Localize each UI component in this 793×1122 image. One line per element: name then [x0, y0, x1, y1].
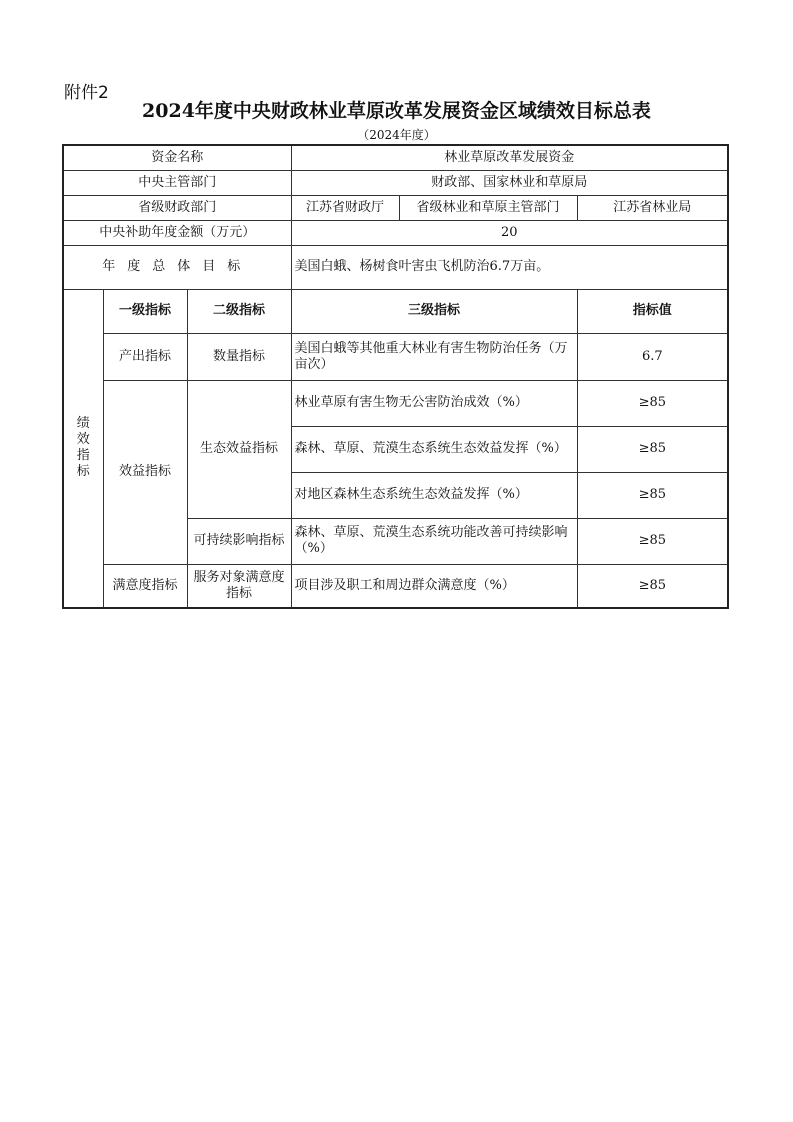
provincial-forestry-value: 江苏省林业局 — [577, 195, 728, 220]
eco-item-value: ≥85 — [577, 472, 728, 518]
output-value: 6.7 — [577, 333, 728, 380]
eco-item-level3: 林业草原有害生物无公害防治成效（%） — [291, 380, 577, 426]
table-row — [63, 170, 728, 195]
provincial-forestry-label: 省级林业和草原主管部门 — [399, 195, 577, 220]
attachment-label: 附件2 — [64, 83, 109, 103]
header-level1: 一级指标 — [103, 289, 187, 333]
sustain-level3: 森林、草原、荒漠生态系统功能改善可持续影响（%） — [291, 518, 577, 564]
subsidy-value: 20 — [291, 220, 728, 245]
satisfaction-level3: 项目涉及职工和周边群众满意度（%） — [291, 564, 577, 608]
subsidy-label: 中央补助年度金额（万元） — [63, 220, 291, 245]
table-row — [63, 145, 728, 170]
annual-goal-label: 年度总体目标 — [63, 245, 291, 289]
satisfaction-value: ≥85 — [577, 564, 728, 608]
section-label-performance — [63, 289, 103, 608]
table-row — [63, 380, 728, 426]
sustain-level2: 可持续影响指标 — [187, 518, 291, 564]
performance-target-table — [62, 144, 729, 609]
central-dept-label: 中央主管部门 — [63, 170, 291, 195]
table-row — [63, 245, 728, 289]
eco-item-value: ≥85 — [577, 426, 728, 472]
satisfaction-level2: 服务对象满意度指标 — [187, 564, 291, 608]
eco-level2: 生态效益指标 — [187, 380, 291, 518]
table-row — [63, 564, 728, 608]
table-row — [63, 333, 728, 380]
header-value: 指标值 — [577, 289, 728, 333]
annual-goal-value: 美国白蛾、杨树食叶害虫飞机防治6.7万亩。 — [291, 245, 728, 289]
table-row — [63, 195, 728, 220]
central-dept-value: 财政部、国家林业和草原局 — [291, 170, 728, 195]
header-level3: 三级指标 — [291, 289, 577, 333]
table-row — [63, 220, 728, 245]
output-level1: 产出指标 — [103, 333, 187, 380]
header-level2: 二级指标 — [187, 289, 291, 333]
table-row — [63, 289, 728, 333]
fund-name-value: 林业草原改革发展资金 — [291, 145, 728, 170]
satisfaction-level1: 满意度指标 — [103, 564, 187, 608]
page-subtitle: （2024年度） — [357, 128, 436, 142]
fund-name-label: 资金名称 — [63, 145, 291, 170]
provincial-finance-label: 省级财政部门 — [63, 195, 291, 220]
benefit-level1: 效益指标 — [103, 380, 187, 564]
page-title: 2024年度中央财政林业草原改革发展资金区域绩效目标总表 — [142, 100, 651, 122]
eco-item-value: ≥85 — [577, 380, 728, 426]
output-level2: 数量指标 — [187, 333, 291, 380]
provincial-finance-value: 江苏省财政厅 — [291, 195, 399, 220]
output-level3: 美国白蛾等其他重大林业有害生物防治任务（万亩次） — [291, 333, 577, 380]
sustain-value: ≥85 — [577, 518, 728, 564]
eco-item-level3: 对地区森林生态系统生态效益发挥（%） — [291, 472, 577, 518]
section-label-text: 绩效指标 — [76, 416, 90, 480]
eco-item-level3: 森林、草原、荒漠生态系统生态效益发挥（%） — [291, 426, 577, 472]
